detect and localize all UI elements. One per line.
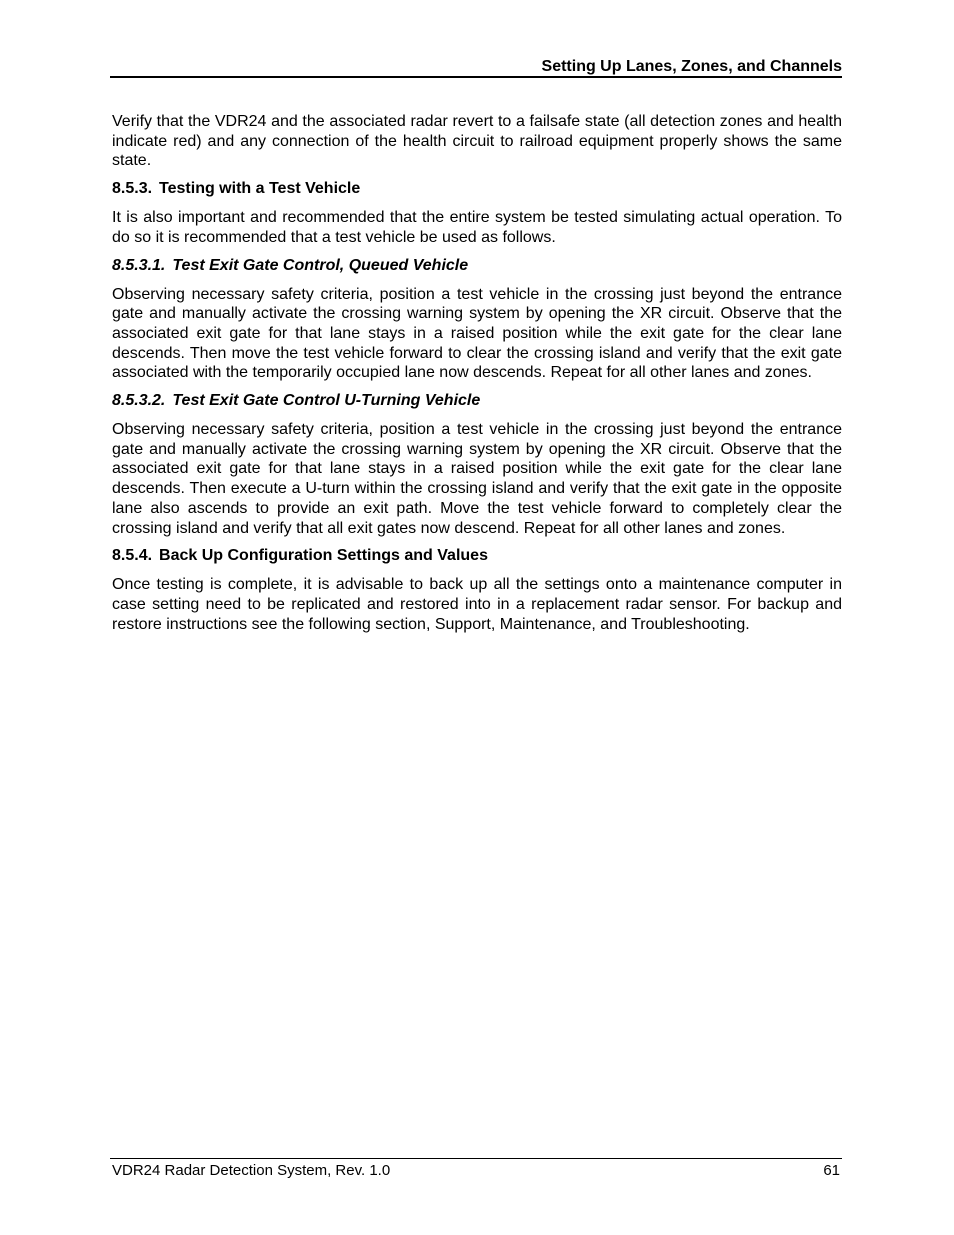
footer-rule	[110, 1158, 842, 1159]
document-page	[112, 0, 842, 1235]
section-title: Test Exit Gate Control U-Turning Vehicle	[172, 392, 481, 410]
section-paragraph-8-5-3-1: Observing necessary safety criteria, position a test vehicle in the crossing just beyond the entrance gate and manually activate the crossing warning system by opening the XR circuit. Observe that the associated exit gate for that lane stays in a raised position while the exit gate for the clear lane descends. Then move the test vehicle forward to clear the crossing island and verify that the exit gate associated with the temporarily occupied lane now descends. Repeat for all other lanes and zones.	[112, 285, 842, 382]
section-number: 8.5.3.2.	[112, 392, 166, 410]
section-heading-8-5-3-2	[112, 391, 842, 411]
section-number: 8.5.3.	[112, 180, 153, 198]
page-content	[112, 112, 842, 642]
section-heading-8-5-3	[112, 179, 842, 199]
section-number: 8.5.4.	[112, 547, 153, 565]
section-paragraph-8-5-4: Once testing is complete, it is advisable to back up all the settings onto a maintenance computer in case setting need to be replicated and restored into in a replacement radar sensor. For backup and restore instructions see the following section, Support, Maintenance, and Troubleshooting.	[112, 576, 842, 633]
section-paragraph-8-5-3: It is also important and recommended that the entire system be tested simulating actual operation. To do so it is recommended that a test vehicle be used as follows.	[112, 209, 842, 246]
section-heading-8-5-3-1	[112, 256, 842, 276]
header-rule	[110, 76, 842, 78]
running-header: Setting Up Lanes, Zones, and Channels	[541, 58, 842, 75]
section-number: 8.5.3.1.	[112, 256, 166, 274]
page-number: 61	[823, 1162, 840, 1179]
footer-doc-title: VDR24 Radar Detection System, Rev. 1.0	[112, 1162, 391, 1179]
section-title: Test Exit Gate Control, Queued Vehicle	[172, 256, 469, 274]
intro-paragraph: Verify that the VDR24 and the associated radar revert to a failsafe state (all detection zones and health indicate red) and any connection of the health circuit to railroad equipment properly shows the same state.	[112, 113, 842, 170]
section-paragraph-8-5-3-2: Observing necessary safety criteria, position a test vehicle in the crossing just beyond the entrance gate and manually activate the crossing warning system by opening the XR circuit. Observe that the associated exit gate for that lane stays in a raised position while the exit gate for the clear lane descends. Then execute a U-turn within the crossing island and verify that the exit gate in the opposite lane also ascends to provide an exit path. Move the test vehicle forward to completely clear the crossing island and verify that all exit gates now descend. Repeat for all other lanes and zones.	[112, 421, 842, 537]
section-title: Back Up Configuration Settings and Values	[159, 547, 488, 565]
section-heading-8-5-4	[112, 546, 842, 566]
section-title: Testing with a Test Vehicle	[159, 180, 361, 198]
